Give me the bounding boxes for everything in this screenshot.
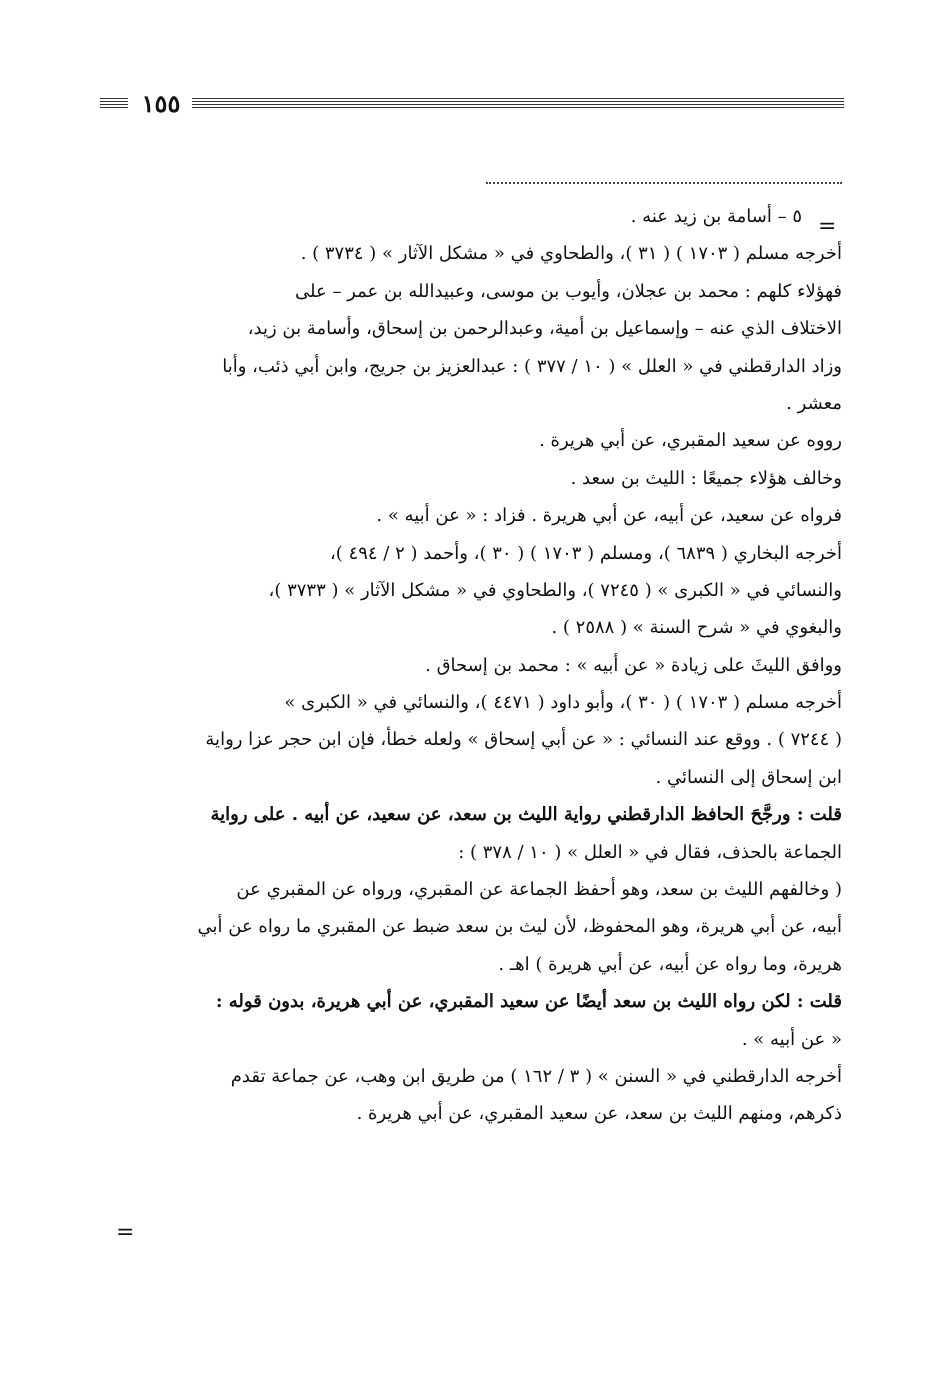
text-line: وخالف هؤلاء جميعًا : الليث بن سعد . bbox=[570, 467, 842, 489]
text-line: معشر . bbox=[786, 392, 842, 414]
text-line: وزاد الدارقطني في « العلل » ( ١٠ / ٣٧٧ ) : عبدالعزيز بن جريج، وابن أبي ذئب، وأبا bbox=[222, 355, 842, 377]
text-line: ( وخالفهم الليث بن سعد، وهو أحفظ الجماعة عن المقبري، ورواه عن المقبري عن bbox=[236, 879, 842, 901]
text-line: الجماعة بالحذف، فقال في « العلل » ( ١٠ / ٣٧٨ ) : bbox=[458, 841, 842, 863]
text-line: هريرة، وما رواه عن أبيه، عن أبي هريرة ) اهـ . bbox=[498, 953, 842, 975]
text-line: أخرجه مسلم ( ١٧٠٣ ) ( ٣٠ )، وأبو داود ( ٤٤٧١ )، والنسائي في « الكبرى » bbox=[284, 692, 842, 714]
text-line: ٥ – أسامة بن زيد عنه . bbox=[630, 206, 802, 227]
header-rule-long bbox=[192, 98, 844, 110]
text-line: أبيه، عن أبي هريرة، وهو المحفوظ، لأن ليث بن سعد ضبط عن المقبري ما رواه عن أبي bbox=[197, 916, 842, 938]
text-line: رووه عن سعيد المقبري، عن أبي هريرة . bbox=[539, 430, 842, 452]
text-line: والنسائي في « الكبرى » ( ٧٢٤٥ )، والطحاوي في « مشكل الآثار » ( ٣٧٣٣ )، bbox=[268, 579, 842, 601]
continuation-mark-top: = bbox=[818, 214, 837, 239]
text-line: ذكرهم، ومنهم الليث بن سعد، عن سعيد المقبري، عن أبي هريرة . bbox=[356, 1103, 842, 1125]
text-line: والبغوي في « شرح السنة » ( ٢٥٨٨ ) . bbox=[551, 617, 842, 639]
text-line: أخرجه البخاري ( ٦٨٣٩ )، ومسلم ( ١٧٠٣ ) ( ٣٠ )، وأحمد ( ٢ / ٤٩٤ )، bbox=[330, 542, 842, 564]
text-line: ووافق الليثَ على زيادة « عن أبيه » : محمد بن إسحاق . bbox=[425, 654, 842, 676]
running-header bbox=[100, 90, 844, 120]
text-line: ( ٧٢٤٤ ) . ووقع عند النسائي : « عن أبي إسحاق » ولعله خطأ، فإن ابن حجر عزا رواية bbox=[205, 729, 842, 751]
text-line: قلت : ورجَّحَ الحافظ الدارقطني رواية الليث بن سعد، عن سعيد، عن أبيه . على رواية bbox=[210, 804, 842, 826]
footnote-divider bbox=[486, 182, 842, 184]
text-line: قلت : لكن رواه الليث بن سعد أيضًا عن سعيد المقبري، عن أبي هريرة، بدون قوله : bbox=[215, 991, 842, 1013]
header-rule-short bbox=[100, 98, 128, 110]
text-line: « عن أبيه » . bbox=[741, 1028, 842, 1050]
text-line: أخرجه الدارقطني في « السنن » ( ٣ / ١٦٢ ) من طريق ابن وهب، عن جماعة تقدم bbox=[230, 1065, 842, 1087]
continuation-mark-bottom: = bbox=[116, 1220, 135, 1245]
text-line: أخرجه مسلم ( ١٧٠٣ ) ( ٣١ )، والطحاوي في « مشكل الآثار » ( ٣٧٣٤ ) . bbox=[300, 243, 842, 265]
text-line: الاختلاف الذي عنه – وإسماعيل بن أمية، وعبدالرحمن بن إسحاق، وأسامة بن زيد، bbox=[247, 318, 842, 340]
footnote-text bbox=[116, 198, 842, 1133]
page-number: ١٥٥ bbox=[141, 89, 181, 118]
text-line: ابن إسحاق إلى النسائي . bbox=[655, 766, 842, 788]
text-line: فرواه عن سعيد، عن أبيه، عن أبي هريرة . فزاد : « عن أبيه » . bbox=[376, 505, 842, 527]
text-line: فهؤلاء كلهم : محمد بن عجلان، وأيوب بن موسى، وعبيدالله بن عمر – على bbox=[295, 280, 842, 302]
